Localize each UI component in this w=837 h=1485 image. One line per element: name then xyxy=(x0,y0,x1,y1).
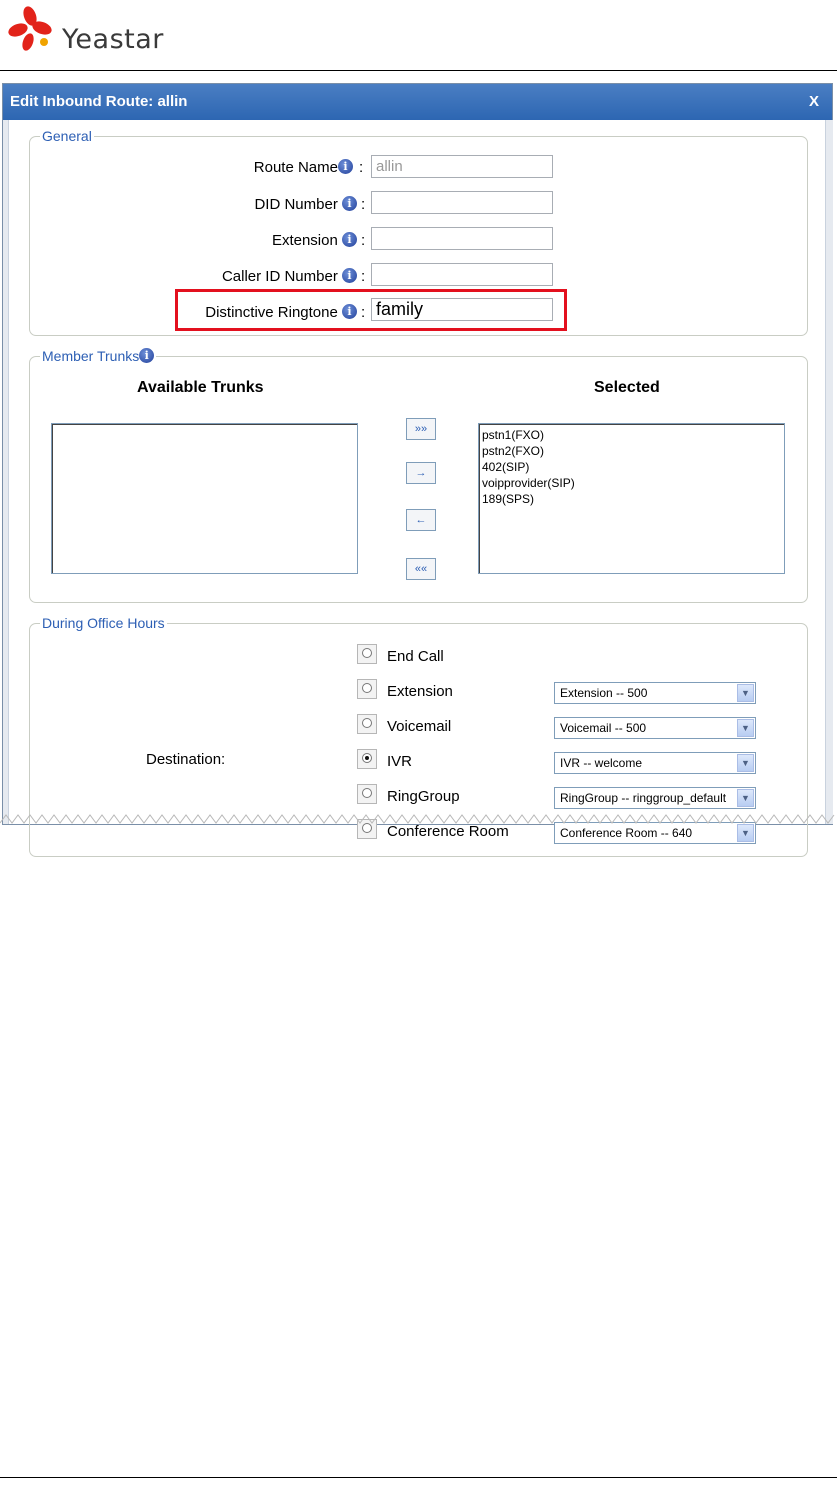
trunk-option[interactable]: voipprovider(SIP) xyxy=(482,476,575,490)
footer-rule xyxy=(0,1477,837,1478)
info-icon[interactable]: i xyxy=(342,268,357,283)
office-hours-legend: During Office Hours xyxy=(42,615,165,631)
destination-select[interactable]: Conference Room -- 640 ▼ xyxy=(554,822,756,844)
remove-all-button[interactable]: «« xyxy=(406,558,436,580)
selected-trunks-list[interactable] xyxy=(478,423,785,574)
destination-select[interactable]: Extension -- 500 ▼ xyxy=(554,682,756,704)
extension-label: Extension i xyxy=(163,232,357,249)
close-button[interactable]: X xyxy=(809,93,820,110)
caller-id-label: Caller ID Number i xyxy=(163,268,357,285)
trunk-option[interactable]: pstn1(FXO) xyxy=(482,428,545,442)
scrollbar[interactable] xyxy=(825,120,833,824)
colon: : xyxy=(361,304,366,321)
add-button[interactable]: → xyxy=(406,462,436,484)
header-rule xyxy=(0,70,837,71)
caller-id-input[interactable] xyxy=(371,263,553,286)
info-icon[interactable]: i xyxy=(338,159,353,174)
destination-radio[interactable] xyxy=(357,784,377,804)
general-legend: General xyxy=(42,128,92,144)
destination-option-label: Extension xyxy=(387,683,453,700)
info-icon[interactable]: i xyxy=(342,232,357,247)
info-icon[interactable]: i xyxy=(342,196,357,211)
distinctive-ringtone-label: Distinctive Ringtone i xyxy=(163,304,357,321)
chevron-down-icon: ▼ xyxy=(737,684,754,702)
chevron-down-icon: ▼ xyxy=(737,754,754,772)
destination-label: Destination: xyxy=(146,751,226,768)
left-frame-edge xyxy=(3,120,9,824)
colon: : xyxy=(361,232,366,249)
edit-inbound-route-dialog xyxy=(2,83,833,840)
colon: : xyxy=(361,196,366,213)
add-all-button[interactable]: »» xyxy=(406,418,436,440)
colon: : xyxy=(359,159,364,176)
did-number-input[interactable] xyxy=(371,191,553,214)
torn-edge xyxy=(0,813,837,827)
destination-option-label: Voicemail xyxy=(387,718,452,735)
available-trunks-list[interactable] xyxy=(51,423,358,574)
extension-input[interactable] xyxy=(371,227,553,250)
destination-select[interactable]: IVR -- welcome ▼ xyxy=(554,752,756,774)
destination-select[interactable]: Voicemail -- 500 ▼ xyxy=(554,717,756,739)
did-number-label: DID Number i xyxy=(163,196,357,213)
destination-radio[interactable] xyxy=(357,679,377,699)
available-trunks-header: Available Trunks xyxy=(137,379,264,396)
logo-wordmark: Yeastar xyxy=(62,24,164,55)
trunk-option[interactable]: pstn2(FXO) xyxy=(482,444,545,458)
dialog-titlebar[interactable] xyxy=(3,84,832,120)
trunk-option[interactable]: 402(SIP) xyxy=(482,460,530,474)
info-icon[interactable]: i xyxy=(139,348,154,363)
chevron-down-icon: ▼ xyxy=(737,719,754,737)
member-trunks-legend: Member Trunks i xyxy=(40,348,156,364)
destination-option-label: RingGroup xyxy=(387,788,460,805)
yeastar-logo xyxy=(6,2,176,62)
route-name-label: Route Name i xyxy=(163,159,353,176)
trunk-option[interactable]: 189(SPS) xyxy=(482,492,535,506)
destination-radio[interactable] xyxy=(357,749,377,769)
colon: : xyxy=(361,268,366,285)
distinctive-ringtone-input[interactable]: family xyxy=(371,298,553,321)
route-name-input[interactable]: allin xyxy=(371,155,553,178)
remove-button[interactable]: ← xyxy=(406,509,436,531)
destination-option-label: End Call xyxy=(387,648,444,665)
destination-option-label: IVR xyxy=(387,753,413,770)
selected-trunks-header: Selected xyxy=(594,379,660,396)
destination-option-label: Conference Room xyxy=(387,823,509,840)
info-icon[interactable]: i xyxy=(342,304,357,319)
destination-radio[interactable] xyxy=(357,644,377,664)
chevron-down-icon: ▼ xyxy=(737,824,754,842)
chevron-down-icon: ▼ xyxy=(737,789,754,807)
logo-flower-icon xyxy=(6,2,62,58)
dialog-title: Edit Inbound Route: allin xyxy=(10,93,188,110)
destination-select[interactable]: RingGroup -- ringgroup_default ▼ xyxy=(554,787,756,809)
destination-radio[interactable] xyxy=(357,714,377,734)
